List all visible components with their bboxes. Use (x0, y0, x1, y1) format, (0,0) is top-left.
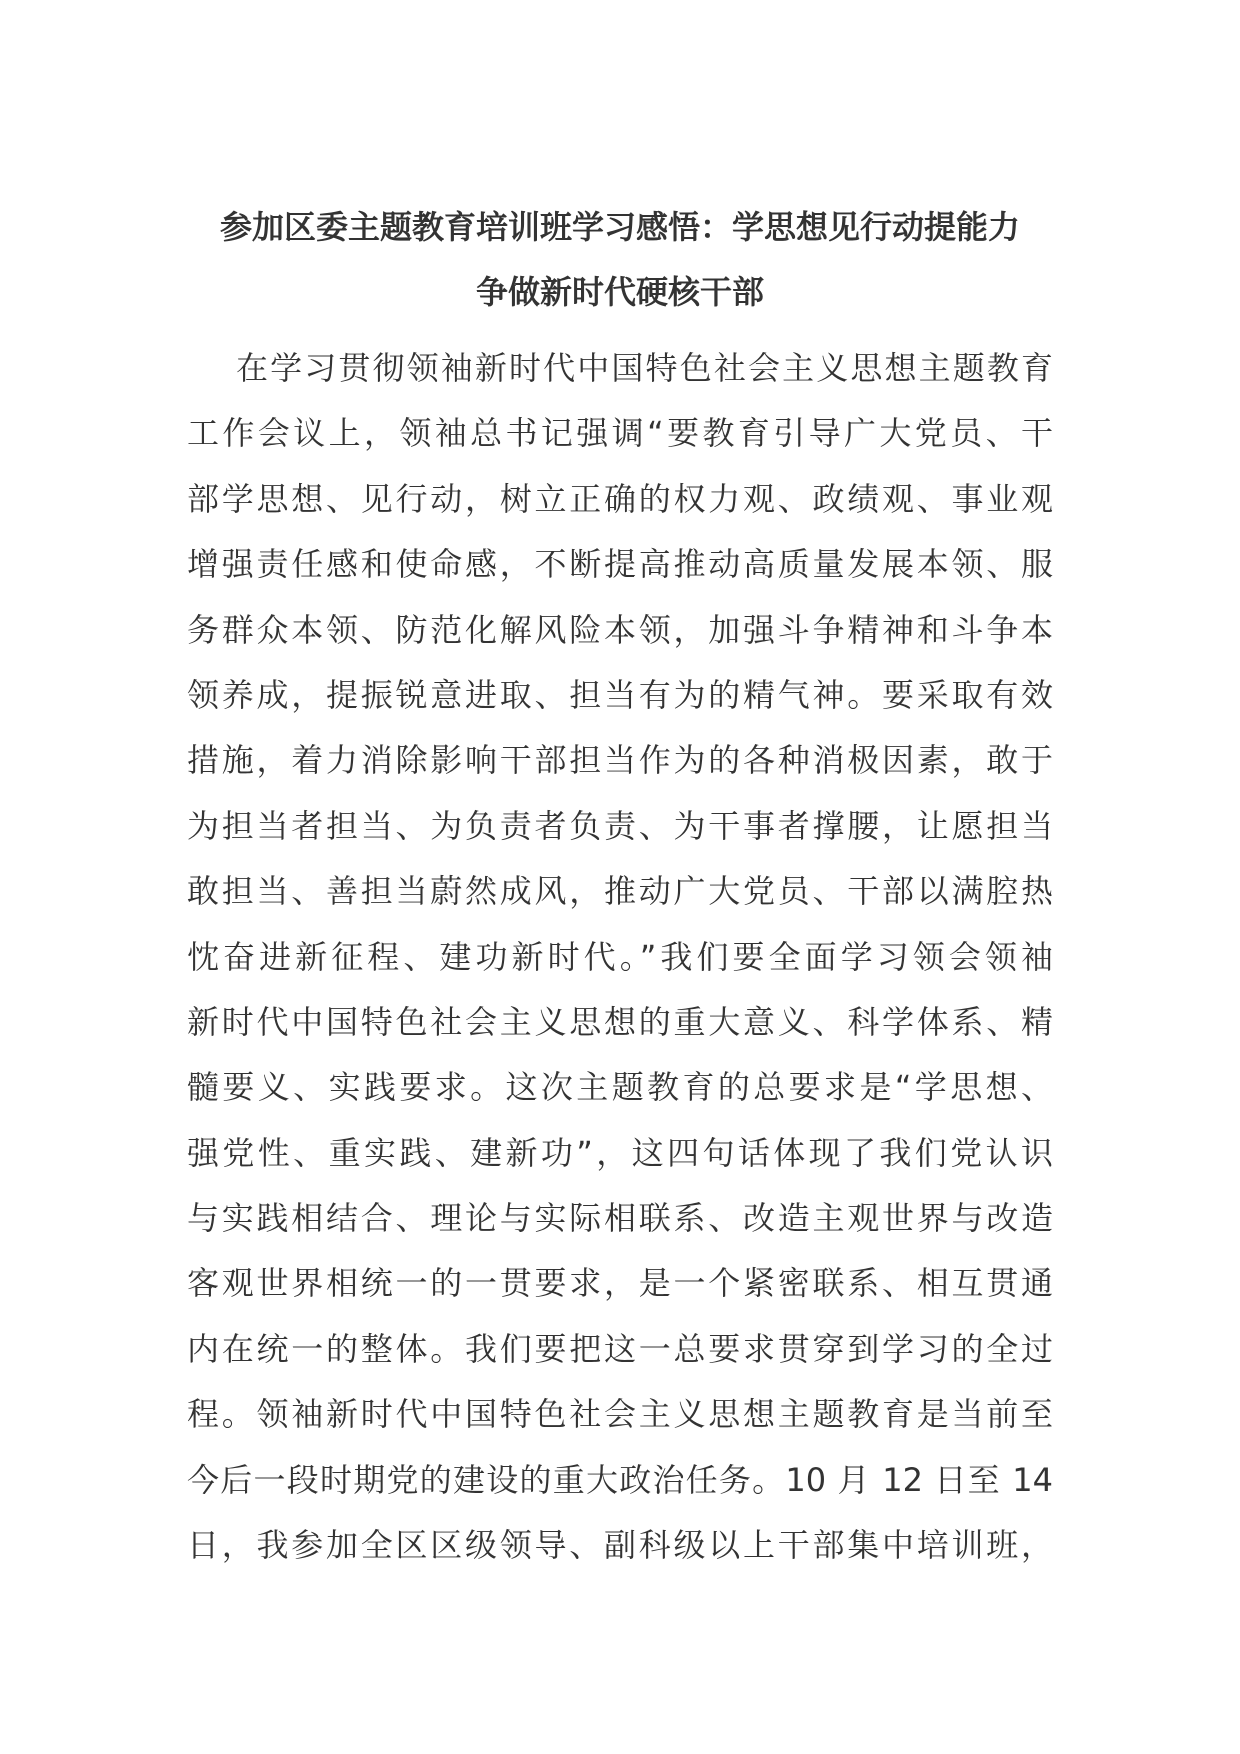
body-line: 工作会议上，领袖总书记强调“要教育引导广大党员、干 (187, 414, 1053, 453)
body-line: 程。领袖新时代中国特色社会主义思想主题教育是当前至 (187, 1395, 1053, 1434)
body-line: 部学思想、见行动，树立正确的权力观、政绩观、事业观 (187, 479, 1053, 518)
body-line: 强党性、重实践、建新功”，这四句话体现了我们党认识 (187, 1133, 1053, 1172)
body-line: 髓要义、实践要求。这次主题教育的总要求是“学思想、 (187, 1068, 1053, 1107)
body-line: 日，我参加全区区级领导、副科级以上干部集中培训班， (187, 1526, 1053, 1565)
body-line: 新时代中国特色社会主义思想的重大意义、科学体系、精 (187, 1002, 1053, 1041)
body-line: 为担当者担当、为负责者负责、为干事者撑腰，让愿担当 (187, 806, 1053, 845)
body-line: 与实践相结合、理论与实际相联系、改造主观世界与改造 (187, 1199, 1053, 1238)
body-line: 客观世界相统一的一贯要求，是一个紧密联系、相互贯通 (187, 1264, 1053, 1303)
body-line: 在学习贯彻领袖新时代中国特色社会主义思想主题教育 (236, 349, 1053, 387)
body-line: 内在统一的整体。我们要把这一总要求贯穿到学习的全过 (187, 1329, 1053, 1368)
document-body (187, 348, 1053, 1590)
body-line: 敢担当、善担当蔚然成风，推动广大党员、干部以满腔热 (187, 872, 1053, 911)
body-line: 务群众本领、防范化解风险本领，加强斗争精神和斗争本 (187, 610, 1053, 649)
document-title-line-2: 争做新时代硬核干部 (475, 273, 764, 311)
document-title-line-1: 参加区委主题教育培训班学习感悟：学思想见行动提能力 (219, 208, 1020, 246)
body-line: 今后一段时期党的建设的重大政治任务。10 月 12 日至 14 (187, 1460, 1053, 1499)
body-line: 领养成，提振锐意进取、担当有为的精气神。要采取有效 (187, 675, 1053, 714)
body-line: 增强责任感和使命感，不断提高推动高质量发展本领、服 (187, 545, 1053, 584)
body-line: 措施，着力消除影响干部担当作为的各种消极因素，敢于 (187, 741, 1053, 780)
body-line: 忱奋进新征程、建功新时代。”我们要全面学习领会领袖 (187, 937, 1053, 976)
